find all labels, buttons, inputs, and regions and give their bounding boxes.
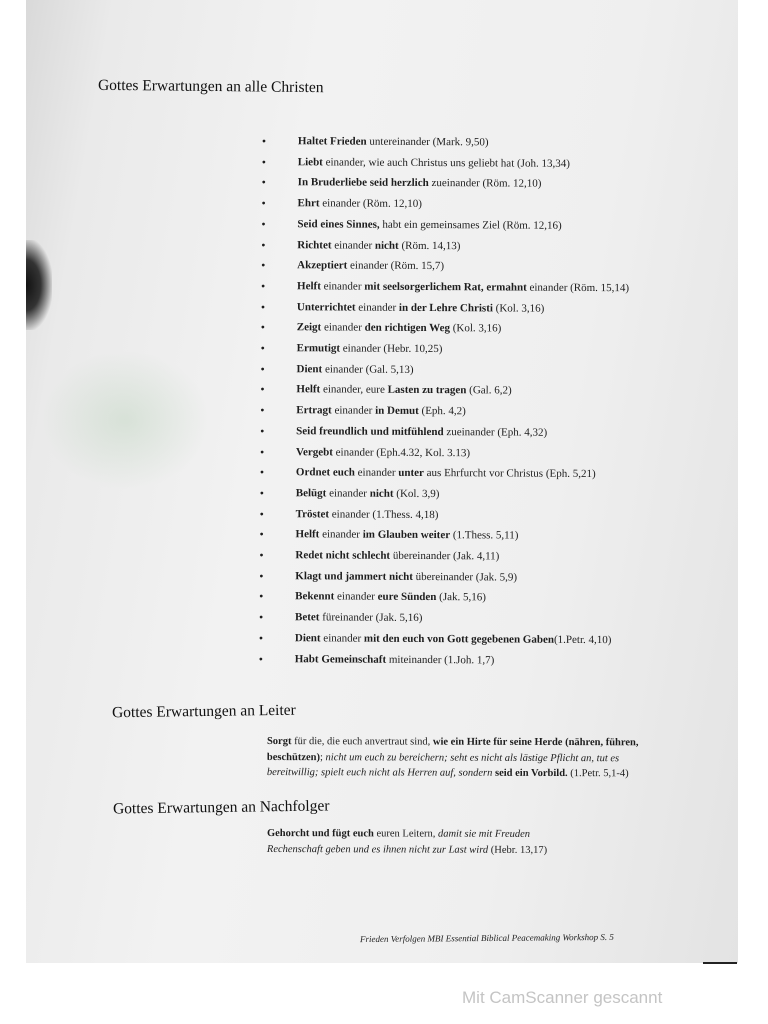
bold-text: in Demut	[375, 404, 419, 418]
list-item	[259, 607, 627, 630]
bold-text: den richtigen Weg	[364, 321, 451, 335]
bold-text: Lasten zu tragen	[387, 384, 467, 397]
list-item	[261, 276, 629, 299]
text: (Jak. 5,16)	[436, 591, 486, 604]
heading-followers: Gottes Erwartungen an Nachfolger	[112, 797, 330, 818]
list-item	[261, 297, 629, 320]
bold-text: mit seelsorgerlichem Rat, ermahnt	[364, 280, 527, 294]
text: einander	[326, 487, 370, 500]
text: füreinander (Jak. 5,16)	[319, 611, 423, 625]
list-item	[261, 255, 629, 278]
bold-text: wie ein Hirte für seine Herde (nähren, führen, beschützen)	[266, 736, 639, 763]
text: (Kol. 3,16)	[492, 302, 545, 315]
followers-paragraph	[267, 826, 567, 858]
bold-text: Liebt	[297, 155, 323, 169]
bold-text: Vergebt	[296, 445, 333, 458]
list-item	[260, 400, 628, 423]
text: einander	[334, 590, 378, 604]
text: für die, die euch anvertraut sind,	[291, 736, 433, 748]
bold-text: Ermutigt	[296, 342, 341, 355]
text: (Kol. 3,16)	[449, 322, 502, 335]
list-item	[261, 193, 629, 216]
text: übereinander (Jak. 4,11)	[390, 549, 500, 563]
page-edge-mark	[703, 962, 737, 964]
bold-text: nicht	[369, 487, 394, 500]
text: einander	[321, 321, 365, 334]
bold-text: Seid eines Sinnes,	[297, 218, 380, 231]
text: (Gal. 6,2)	[466, 384, 512, 397]
list-item	[259, 586, 627, 609]
text: (Hebr. 13,17)	[488, 844, 548, 856]
list-item	[260, 379, 628, 402]
list-item	[259, 524, 627, 547]
text: einander, wie auch Christus uns geliebt hat (Joh. 13,34)	[322, 156, 570, 170]
bold-text: eure Sünden	[377, 591, 437, 604]
text: übereinander (Jak. 5,9)	[412, 570, 518, 584]
list-item	[259, 545, 627, 568]
page-shadow	[26, 240, 52, 330]
bold-text: Tröstet	[295, 507, 330, 521]
list-item	[260, 462, 628, 485]
heading-leaders: Gottes Erwartungen an Leiter	[111, 701, 296, 722]
bold-text: Dient	[296, 362, 323, 376]
text: einander (Röm. 15,7)	[347, 259, 445, 273]
list-item	[259, 628, 627, 651]
list-item	[260, 504, 628, 527]
list-item	[260, 442, 628, 465]
page-stain	[40, 350, 210, 490]
list-item	[262, 131, 630, 154]
bold-text: Helft	[297, 280, 321, 293]
list-item	[262, 172, 630, 195]
bold-text: seid ein Vorbild.	[495, 767, 568, 780]
list-item	[261, 317, 629, 340]
bold-text: Ertragt	[296, 404, 332, 417]
bold-text: Unterrichtet	[296, 300, 356, 314]
bold-text: nicht	[374, 239, 399, 252]
bold-text: Akzeptiert	[297, 259, 348, 272]
list-item	[262, 152, 630, 175]
text: einander	[320, 280, 365, 293]
text: (Eph. 4,2)	[418, 405, 466, 418]
bold-text: im Glauben weiter	[362, 528, 451, 542]
text: einander	[354, 466, 399, 480]
text: einander (Röm. 15,14)	[526, 281, 630, 295]
text: einander	[331, 404, 376, 417]
bold-text: Bekennt	[295, 590, 335, 603]
bold-text: Richtet	[297, 238, 332, 251]
text: (1.Petr. 5,1-4)	[567, 768, 629, 780]
bold-text: unter	[398, 467, 424, 480]
text: einander (Gal. 5,13)	[322, 363, 414, 376]
text: einander (1.Thess. 4,18)	[329, 508, 439, 521]
bold-text: In Bruderliebe seid herzlich	[297, 176, 429, 190]
list-item	[260, 359, 628, 382]
bold-text: Ordnet euch	[295, 466, 355, 479]
bold-text: Habt Gemeinschaft	[294, 652, 387, 666]
bold-text: Gehorcht und fügt euch	[266, 828, 374, 840]
leaders-paragraph	[267, 734, 647, 782]
bold-text: Haltet Frieden	[297, 135, 367, 148]
bold-text: Redet nicht schlecht	[295, 549, 391, 562]
bold-text: Klagt und jammert nicht	[295, 569, 413, 583]
list-item	[259, 649, 627, 672]
text: ;	[319, 751, 326, 763]
bold-text: Zeigt	[296, 321, 322, 334]
text: habt ein gemeinsames Ziel (Röm. 12,16)	[379, 218, 562, 232]
text: (1.Thess. 5,11)	[450, 529, 519, 542]
list-item	[259, 566, 627, 589]
bold-text: Ehrt	[297, 197, 320, 210]
italic-text: damit sie mit Freuden Rechenschaft geben und es ihnen nicht zur Last wird	[266, 828, 531, 856]
text: einander (Hebr. 10,25)	[340, 342, 443, 356]
text: einander	[320, 632, 364, 645]
bold-text: Seid freundlich und mitfühlend	[296, 425, 444, 438]
bold-text: Dient	[294, 632, 321, 645]
text: aus Ehrfurcht vor Christus (Eph. 5,21)	[423, 467, 596, 481]
list-item	[261, 338, 629, 361]
bold-text: Betet	[294, 611, 320, 624]
text: zueinander (Röm. 12,10)	[428, 177, 542, 191]
text: (1.Petr. 4,10)	[553, 633, 612, 647]
scanner-watermark: Mit CamScanner gescannt	[462, 988, 663, 1007]
text: (Kol. 3,9)	[393, 487, 440, 501]
list-item	[260, 421, 628, 444]
text: einander (Eph.4.32, Kol. 3.13)	[332, 445, 471, 459]
text: zueinander (Eph. 4,32)	[443, 425, 548, 439]
text: untereinander (Mark. 9,50)	[366, 135, 489, 149]
text: einander (Röm. 12,10)	[319, 197, 422, 211]
bold-text: Helft	[295, 528, 320, 541]
text: euren Leitern,	[373, 828, 439, 840]
italic-text: nicht um euch zu bereichern; seht es nicht als lästige Pflicht an, tut es bereitwillig; spielt euch nicht als Herren auf, sondern	[266, 751, 620, 779]
bold-text: mit den euch von Gott gegebenen Gaben	[363, 632, 555, 646]
list-item	[261, 235, 629, 258]
text: einander	[355, 301, 399, 314]
bold-text: in der Lehre Christi	[398, 301, 493, 315]
text: einander	[331, 238, 375, 252]
heading-all-christians: Gottes Erwartungen an alle Christen	[97, 76, 324, 97]
text: (Röm. 14,13)	[398, 239, 461, 252]
list-item	[261, 214, 629, 237]
bold-text: Belügt	[295, 487, 327, 500]
expectations-list	[259, 131, 630, 672]
text: miteinander (1.Joh. 1,7)	[386, 653, 495, 667]
page-footer: Frieden Verfolgen MBI Essential Biblical Peacemaking Workshop S. 5	[359, 931, 614, 945]
list-item	[260, 483, 628, 506]
bold-text: Sorgt	[266, 736, 292, 748]
text: einander	[319, 528, 363, 541]
bold-text: Helft	[296, 383, 321, 396]
text: einander, eure	[320, 383, 388, 397]
